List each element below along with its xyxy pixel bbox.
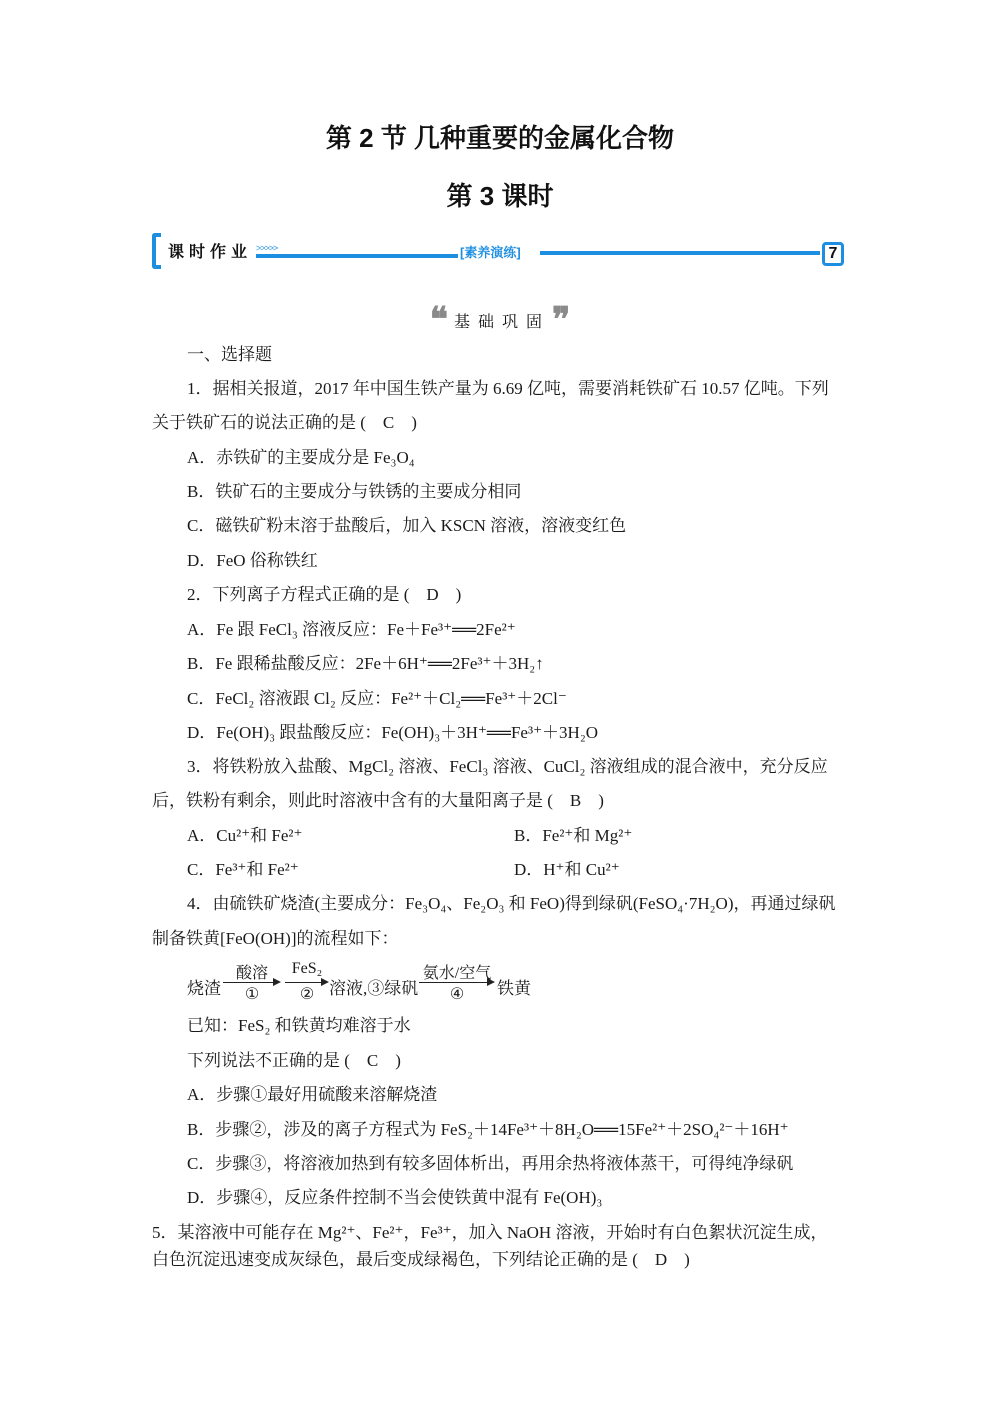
lesson-title: 第 3 课时 — [446, 181, 554, 211]
close-quote-icon: ❞ — [552, 300, 571, 340]
q1-option-a: A．赤铁矿的主要成分是 Fe₃O₄ — [187, 448, 415, 467]
q3-stem-line1: 3．将铁粉放入盐酸、MgCl₂ 溶液、FeCl₃ 溶液、CuCl₂ 溶液组成的混合液中，充分反应 — [187, 757, 828, 776]
flow-arrow-step1 — [223, 960, 281, 1004]
flow-middle: 溶液,③绿矾 — [329, 979, 419, 998]
left-bracket-decoration — [152, 233, 161, 269]
banner-center-tag: [素养演练] — [460, 245, 521, 260]
arrow-icon — [419, 982, 489, 983]
chevrons-icon: >>>>> — [256, 243, 278, 253]
flow-step1-reagent: 酸溶 — [235, 965, 268, 982]
flow-arrow-step2 — [285, 960, 329, 1004]
open-quote-icon: ❝ — [429, 300, 448, 340]
flow-step4-reagent: 氨水/空气 — [422, 965, 492, 982]
q1-stem-line1: 1．据相关报道，2017 年中国生铁产量为 6.69 亿吨，需要消耗铁矿石 10.57 亿吨。下列 — [187, 379, 829, 398]
banner-label: 课时作业 — [168, 244, 253, 261]
q1-option-d: D．FeO 俗称铁红 — [187, 551, 318, 570]
flow-step2-number: ② — [299, 986, 315, 1003]
banner-divider-right — [540, 251, 820, 255]
section-title: 第 2 节 几种重要的金属化合物 — [325, 123, 675, 153]
flow-step2-reagent: FeS₂ — [291, 960, 323, 977]
q2-stem: 2．下列离子方程式正确的是 ( D ) — [187, 585, 462, 604]
banner-divider-left — [256, 254, 458, 258]
part-heading: 一、选择题 — [187, 345, 272, 364]
section-heading — [0, 300, 1000, 340]
section-heading-text: 基础巩固 — [453, 313, 550, 331]
q2-option-a: A．Fe 跟 FeCl₃ 溶液反应：Fe＋Fe³⁺══2Fe²⁺ — [187, 620, 516, 639]
q1-stem-line2: 关于铁矿石的说法正确的是 ( C ) — [152, 413, 417, 432]
q4-stem: 下列说法不正确的是 ( C ) — [187, 1051, 401, 1070]
q3-stem-line2: 后，铁粉有剩余，则此时溶液中含有的大量阳离子是 ( B ) — [152, 791, 604, 810]
q4-option-d: D．步骤④，反应条件控制不当会使铁黄中混有 Fe(OH)₃ — [187, 1188, 603, 1207]
arrow-icon — [223, 982, 275, 983]
q3-option-a: A．Cu²⁺和 Fe²⁺ — [187, 826, 303, 845]
flow-end: 铁黄 — [497, 979, 531, 998]
q2-option-b: B．Fe 跟稀盐酸反应：2Fe＋6H⁺══2Fe³⁺＋3H₂↑ — [187, 654, 544, 673]
q3-option-c: C．Fe³⁺和 Fe²⁺ — [187, 860, 299, 879]
flow-step1-number: ① — [244, 986, 260, 1003]
q4-option-b: B．步骤②，涉及的离子方程式为 FeS₂＋14Fe³⁺＋8H₂O══15Fe²⁺＋2SO₄²⁻＋16H⁺ — [187, 1120, 789, 1139]
q3-option-b: B．Fe²⁺和 Mg²⁺ — [514, 826, 633, 845]
homework-banner — [152, 233, 848, 271]
q4-stem-line1: 4．由硫铁矿烧渣(主要成分：Fe₃O₄、Fe₂O₃ 和 FeO)得到绿矾(FeSO₄·7H₂O)，再通过绿矾 — [187, 894, 836, 913]
q4-known: 已知：FeS₂ 和铁黄均难溶于水 — [187, 1016, 411, 1035]
flow-start: 烧渣 — [187, 979, 221, 998]
q2-option-d: D．Fe(OH)₃ 跟盐酸反应：Fe(OH)₃＋3H⁺══Fe³⁺＋3H₂O — [187, 723, 599, 742]
q1-option-c: C．磁铁矿粉末溶于盐酸后，加入 KSCN 溶液，溶液变红色 — [187, 516, 627, 535]
q2-option-c: C．FeCl₂ 溶液跟 Cl₂ 反应：Fe²⁺＋Cl₂══Fe³⁺＋2Cl⁻ — [187, 689, 567, 708]
q5-stem-line2: 白色沉淀迅速变成灰绿色，最后变成绿褐色，下列结论正确的是 ( D ) — [152, 1250, 690, 1269]
q4-stem-line2: 制备铁黄[FeO(OH)]的流程如下： — [152, 929, 399, 948]
flow-arrow-step4 — [419, 960, 495, 1004]
flow-step4-number: ④ — [449, 986, 465, 1003]
page-number-badge: 7 — [822, 242, 844, 266]
arrow-icon — [285, 982, 323, 983]
q3-option-d: D．H⁺和 Cu²⁺ — [514, 860, 620, 879]
q5-stem-line1: 5．某溶液中可能存在 Mg²⁺、Fe²⁺，Fe³⁺，加入 NaOH 溶液，开始时有白色絮状沉淀生成， — [152, 1223, 828, 1242]
q1-option-b: B．铁矿石的主要成分与铁锈的主要成分相同 — [187, 482, 522, 501]
q4-option-c: C．步骤③，将溶液加热到有较多固体析出，再用余热将液体蒸干，可得纯净绿矾 — [187, 1154, 794, 1173]
q4-option-a: A．步骤①最好用硫酸来溶解烧渣 — [187, 1085, 438, 1104]
